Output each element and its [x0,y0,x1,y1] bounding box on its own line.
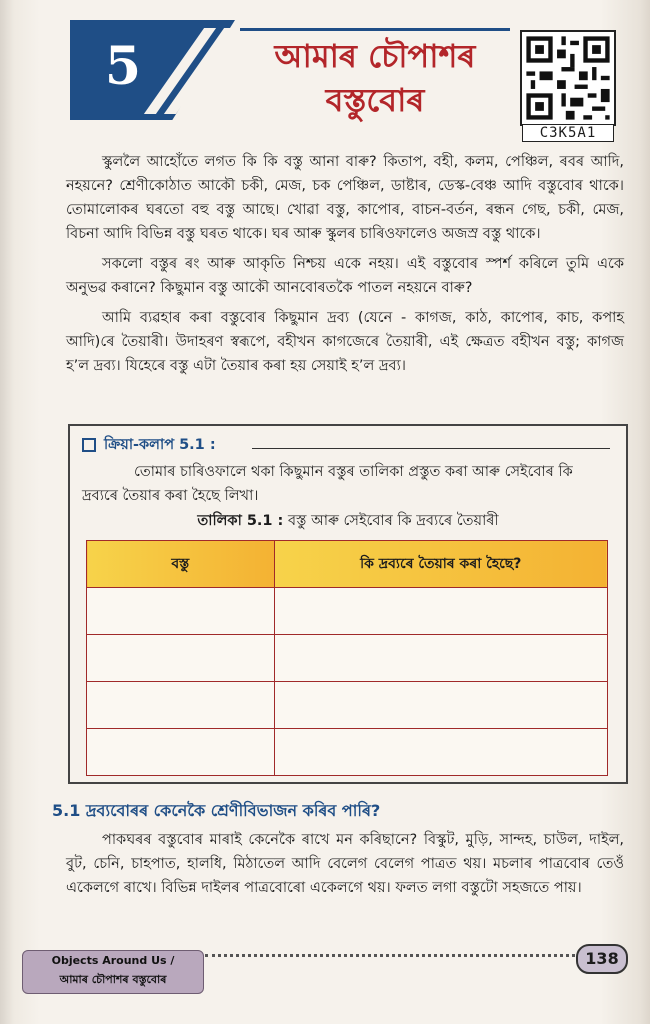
activity-heading [82,434,216,458]
table-row [87,682,608,729]
table-caption [70,510,626,534]
table-cell[interactable] [274,588,607,635]
activity-box [68,424,628,784]
table-cell[interactable] [274,729,607,776]
paragraph: সকলো বস্তুৰ ৰং আৰু আকৃতি নিশ্চয় একে নহয়। এই বস্তুবোৰ স্পৰ্শ কৰিলে তুমি একে অনুভৱ কৰানে? কিছুমান বস্তু আকৌ আনবোৰতকৈ পাতল নহয়নে বাৰু? [66,256,624,296]
section-heading: 5.1 দ্ৰব্যবোৰৰ কেনেকৈ শ্ৰেণীবিভাজন কৰিব পাৰি? [52,801,381,820]
qr-code-label: C3K5A1 [522,124,614,142]
table-caption-text: বস্তু আৰু সেইবোৰ কি দ্ৰব্যৰে তৈয়াৰী [287,513,499,529]
column-header: কি দ্ৰব্যৰে তৈয়াৰ কৰা হৈছে? [274,541,607,588]
table-cell[interactable] [87,588,275,635]
intro-text [66,150,624,384]
footer-chapter-tab [22,950,204,994]
chapter-banner [70,20,235,120]
paragraph: আমি ব্যৱহাৰ কৰা বস্তুবোৰ কিছুমান দ্ৰব্য (যেনে - কাগজ, কাঠ, কাপোৰ, কাচ, কপাহ আদি)ৰে তৈয়াৰী। উদাহৰণ স্বৰূপে, বহীখন কাগজেৰে তৈয়াৰী, এই ক্ষেত্ৰত বহীখন বস্তু; কাগজ হ’ল দ্ৰব্য। যিহেৰে বস্তু এটা তৈয়াৰ কৰা হয় সেয়াই হ’ল দ্ৰব্য। [66,310,624,374]
table-cell[interactable] [274,635,607,682]
table-row [87,635,608,682]
activity-heading-text: ক্ৰিয়া-কলাপ 5.1 : [104,437,216,453]
table-row [87,729,608,776]
activity-table [86,540,608,776]
section-text [66,828,624,906]
table-row [87,588,608,635]
chapter-number: 5 [104,36,142,97]
page-number: 138 [576,944,628,974]
table-header-row [87,541,608,588]
paragraph: স্কুললৈ আহোঁতে লগত কি কি বস্তু আনা বাৰু? কিতাপ, বহী, কলম, পেঞ্চিল, ৰবৰ আদি, নহয়নে? শ্ৰেণীকোঠাত আকৌ চকী, মেজ, চক পেঞ্চিল, ডাষ্টাৰ, ডেস্ক-বেঞ্চ আদি বস্তুবোৰ থাকে। তোমালোকৰ ঘৰতো বহু বস্তু আছে। খোৱা বস্তু, কাপোৰ, বাচন-বৰ্তন, ৰন্ধন গেছ, চকী, মেজ, বিচনা আদি বিভিন্ন বস্তু ঘৰত থাকে। ঘৰ আৰু স্কুলৰ চাৰিওফালেও অজস্ৰ বস্তু থাকে। [66,154,624,242]
paragraph: পাকঘৰৰ বস্তুবোৰ মাৰাই কেনেকৈ ৰাখে মন কৰিছানে? বিস্কুট, মুড়ি, সান্দহ, চাউল, দাইল, বুট, চেনি, চাহপাত, হালধি, মিঠাতেল আদি বেলেগ বেলেগ পাত্ৰত থয়। মচলাৰ পাত্ৰবোৰ তেওঁ একেলগে ৰাখে। বিভিন্ন দাইলৰ পাত্ৰবোৰো একেলগে থয়। ফলত লগা বস্তুটো সহজতে পায়। [66,832,624,896]
activity-rule [252,448,610,449]
chapter-title [245,34,505,122]
table-caption-label: তালিকা 5.1 : [197,513,284,529]
checkbox-icon [82,438,96,452]
chapter-title-line1: আমাৰ চৌপাশৰ [274,37,476,75]
chapter-title-line2: বস্তুবোৰ [325,81,425,119]
activity-text: তোমাৰ চাৰিওফালে থকা কিছুমান বস্তুৰ তালিকা প্ৰস্তুত কৰা আৰু সেইবোৰ কি দ্ৰব্যৰে তৈয়াৰ কৰা হৈছে লিখা। [82,464,573,504]
footer-dotted-rule [205,954,575,957]
footer-tab-line2: আমাৰ চৌপাশৰ বস্তুবোৰ [59,973,167,986]
qr-code-icon [520,30,616,126]
title-rule [240,28,510,31]
table-cell[interactable] [87,729,275,776]
column-header: বস্তু [87,541,275,588]
footer-tab-line1: Objects Around Us / [51,954,175,967]
table-cell[interactable] [87,682,275,729]
table-cell[interactable] [274,682,607,729]
table-cell[interactable] [87,635,275,682]
